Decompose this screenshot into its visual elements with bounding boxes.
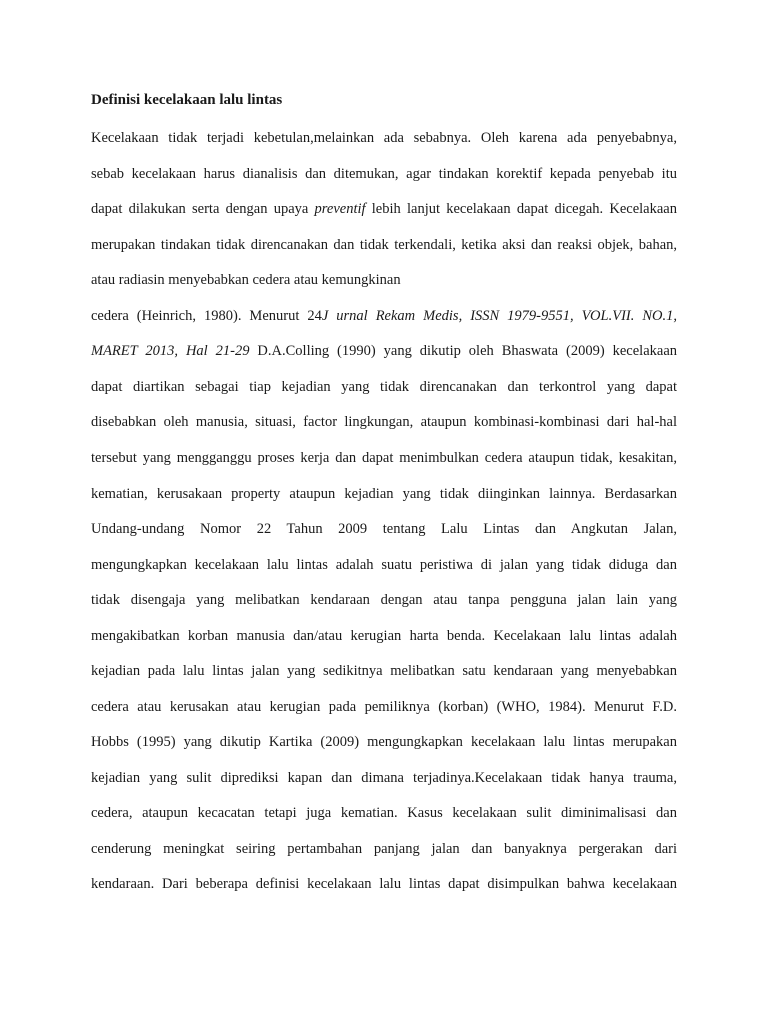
text-line: dapat dilakukan serta dengan upaya preventif lebih lanjut kecelakaan dapat dicegah. Kecelakaan [91,201,677,217]
text-line: disebabkan oleh manusia, situasi, factor lingkungan, ataupun kombinasi-kombinasi dari hal-hal [91,414,677,430]
text-line: tersebut yang mengganggu proses kerja dan dapat menimbulkan cedera ataupun tidak, kesakitan, [91,450,677,466]
text-line: dapat diartikan sebagai tiap kejadian yang tidak direncanakan dan terkontrol yang dapat [91,379,677,395]
text-line: merupakan tindakan tidak direncanakan dan tidak terkendali, ketika aksi dan reaksi objek, bahan, [91,237,677,253]
text-line: cedera atau kerusakan atau kerugian pada pemiliknya (korban) (WHO, 1984). Menurut F.D. [91,699,677,715]
text-line: kematian, kerusakaan property ataupun kejadian yang tidak diinginkan lainnya. Berdasarkan [91,486,677,502]
emphasis-text: preventif [314,201,366,217]
journal-citation: J urnal Rekam Medis, ISSN 1979-9551, VOL.VII. NO.1, [321,308,677,324]
text-line: Kecelakaan tidak terjadi kebetulan,melainkan ada sebabnya. Oleh karena ada penyebabnya, [91,130,677,146]
text-line: kejadian pada lalu lintas jalan yang sedikitnya melibatkan satu kendaraan yang menyebabkan [91,663,677,679]
text-line: kendaraan. Dari beberapa definisi kecelakaan lalu lintas dapat disimpulkan bahwa kecelakaan [91,876,677,892]
text-line: cedera (Heinrich, 1980). Menurut 24J urnal Rekam Medis, ISSN 1979-9551, VOL.VII. NO.1, [91,308,677,324]
text-line: cenderung meningkat seiring pertambahan panjang jalan dan banyaknya pergerakan dari [91,841,677,857]
text-line: MARET 2013, Hal 21-29 D.A.Colling (1990) yang dikutip oleh Bhaswata (2009) kecelakaan [91,343,678,359]
journal-citation: MARET 2013, Hal 21-29 [91,343,250,359]
text-line: Hobbs (1995) yang dikutip Kartika (2009) mengungkapkan kecelakaan lalu lintas merupakan [91,734,677,750]
text-line: kejadian yang sulit diprediksi kapan dan dimana terjadinya.Kecelakaan tidak hanya trauma, [91,770,677,786]
text-line: mengungkapkan kecelakaan lalu lintas adalah suatu peristiwa di jalan yang tidak diduga dan [91,557,677,573]
text-line: tidak disengaja yang melibatkan kendaraan dengan atau tanpa pengguna jalan lain yang [91,592,677,608]
text-line: sebab kecelakaan harus dianalisis dan ditemukan, agar tindakan korektif kepada penyebab itu [91,166,677,182]
text-line: mengakibatkan korban manusia dan/atau kerugian harta benda. Kecelakaan lalu lintas adalah [91,628,677,644]
text-line: Undang-undang Nomor 22 Tahun 2009 tentang Lalu Lintas dan Angkutan Jalan, [91,521,677,537]
section-heading: Definisi kecelakaan lalu lintas [91,92,283,108]
text-line: atau radiasin menyebabkan cedera atau kemungkinan [91,272,401,288]
text-line: cedera, ataupun kecacatan tetapi juga kematian. Kasus kecelakaan sulit diminimalisasi dan [91,805,677,821]
